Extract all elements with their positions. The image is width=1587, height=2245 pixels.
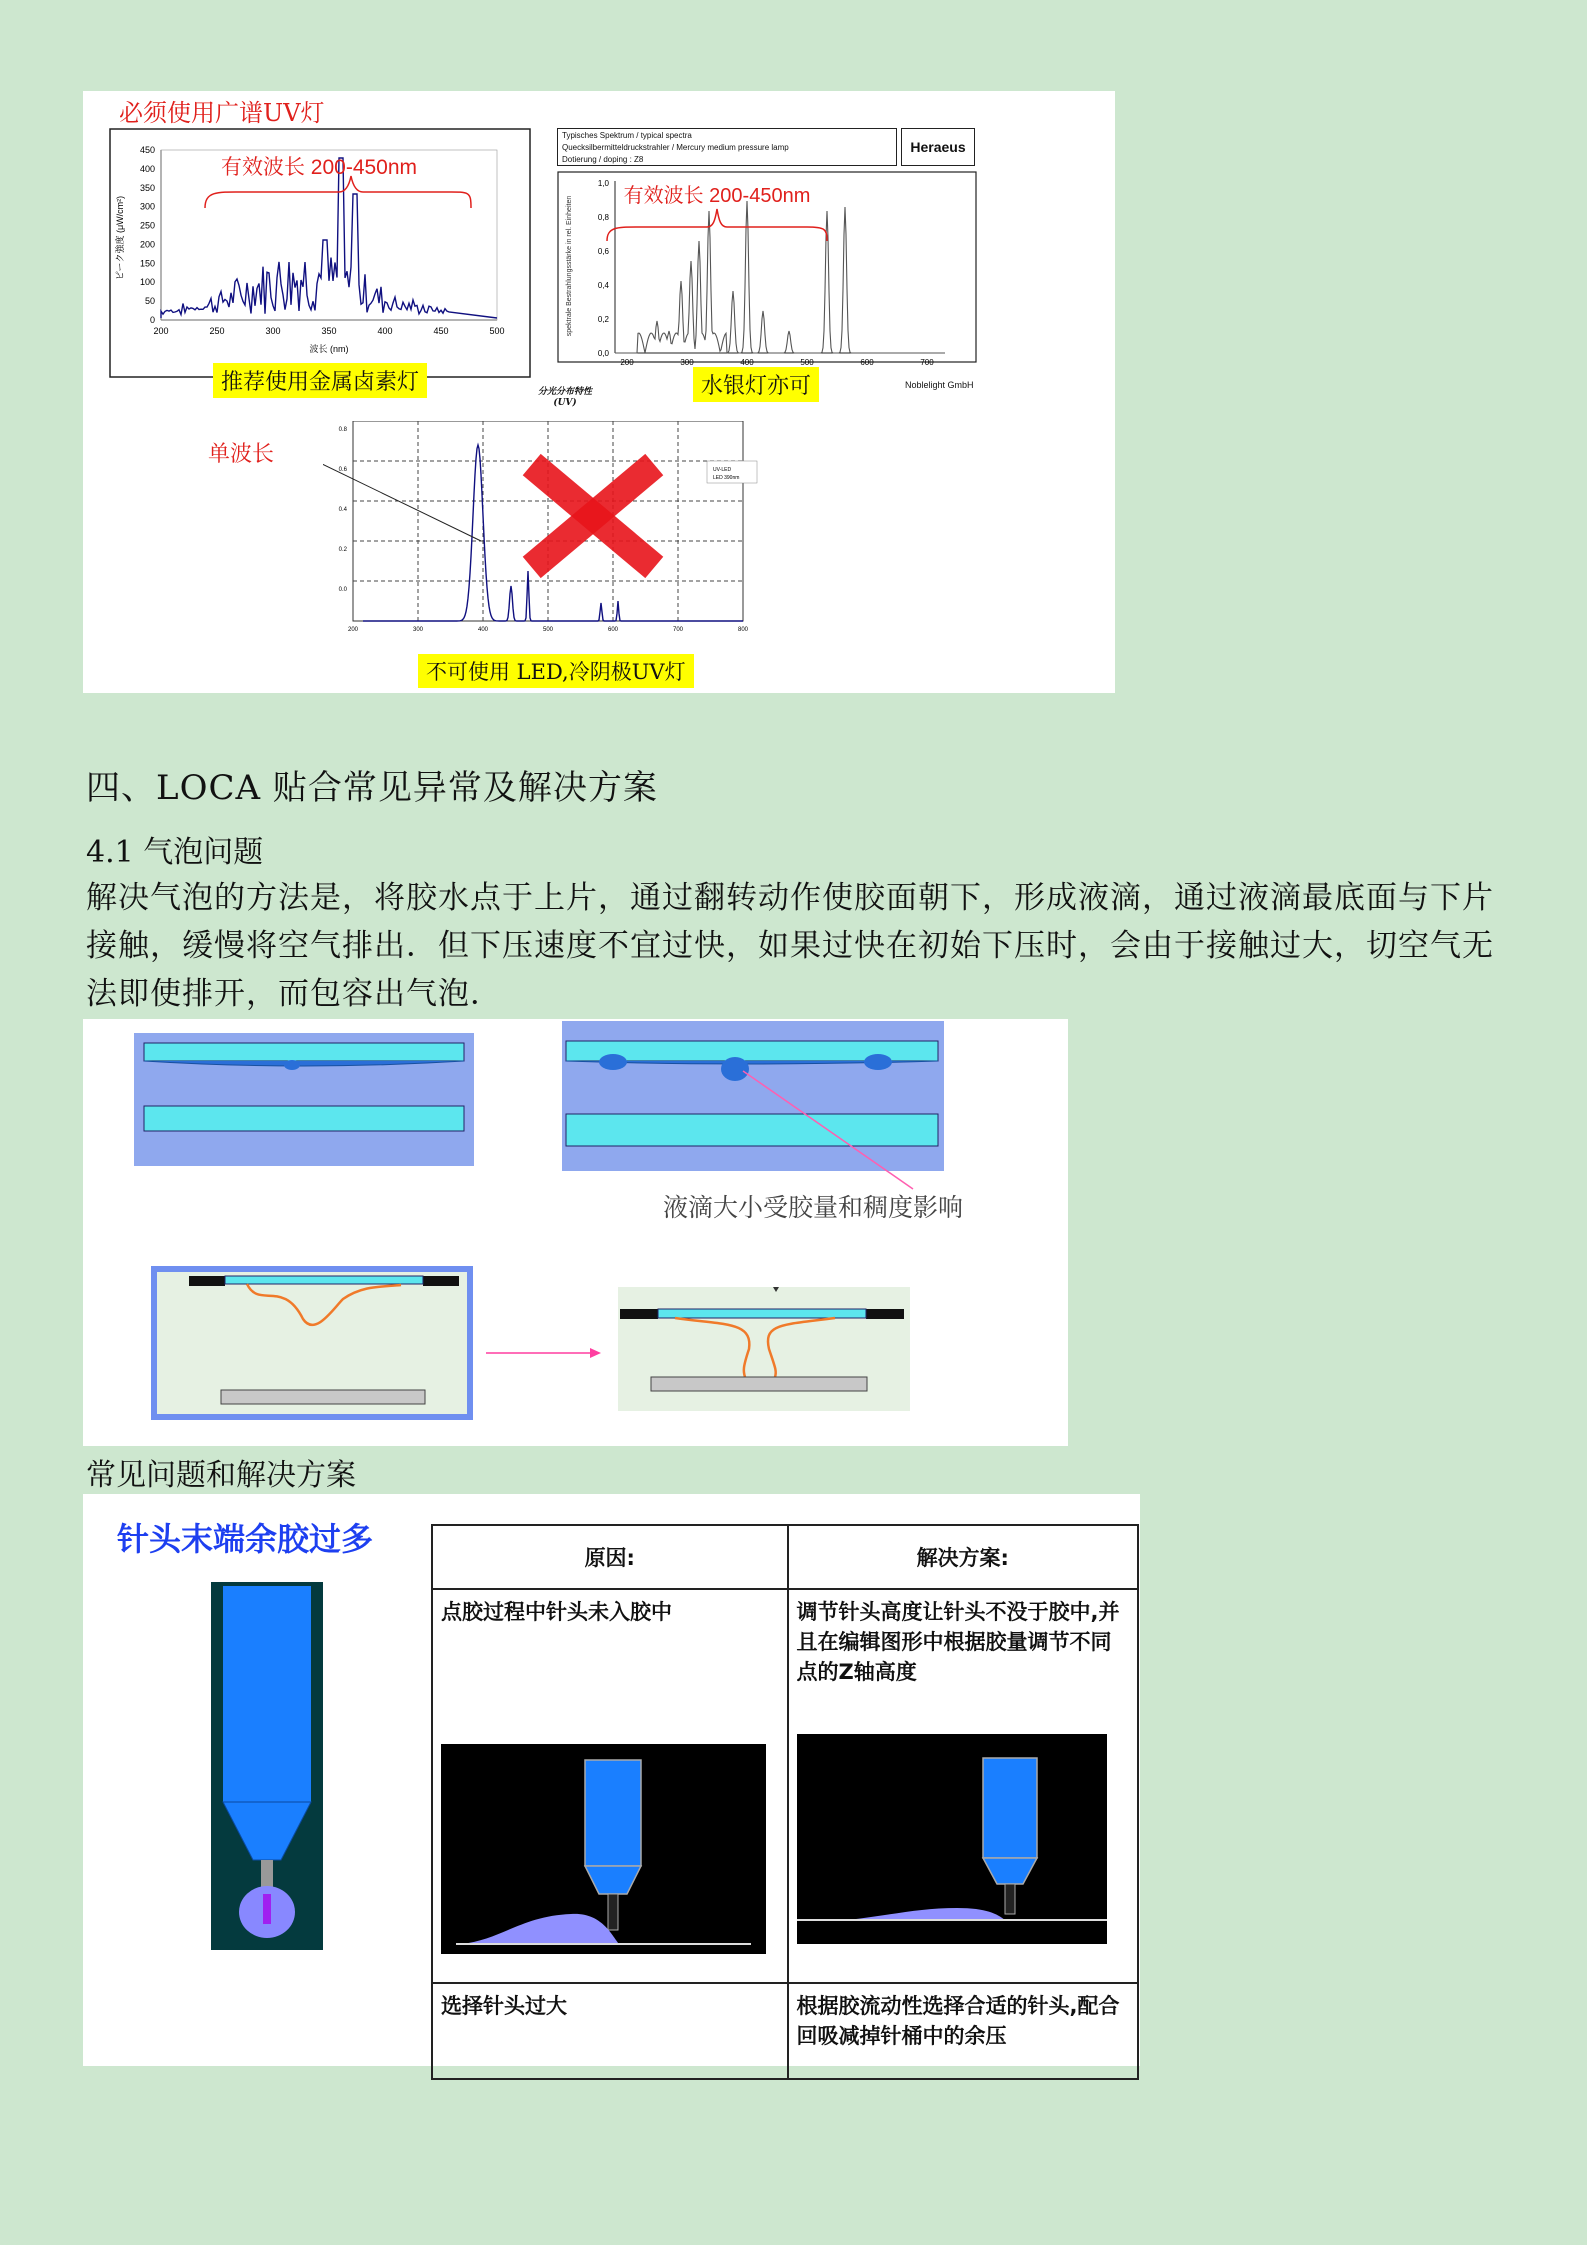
cause-header: 原因:	[432, 1525, 788, 1589]
center-note: 分光分布特性 (UV)	[537, 387, 592, 408]
bubble-paragraph: 解决气泡的方法是，将胶水点于上片，通过翻转动作使胶面朝下，形成液滴，通过液滴最底面与下片接触，缓慢将空气排出．但下压速度不宜过快，如果过快在初始下压时，会由于接触过大，切空气无法即使排开，而包容出气泡．	[86, 880, 1494, 1012]
tick-label: 300	[139, 201, 155, 212]
chart1-caption: 推荐使用金属卤素灯	[213, 363, 427, 398]
tick-label: 500	[800, 358, 814, 367]
tick-label: 0,8	[597, 213, 609, 222]
tick-label: 0	[149, 315, 155, 325]
problem-panel	[83, 1494, 1140, 2066]
chart2-range-label: 有效波长 200-450nm	[623, 185, 811, 207]
solution-header: 解决方案:	[788, 1525, 1138, 1589]
heraeus-brand: Heraeus	[901, 128, 975, 166]
mercury-header	[557, 128, 897, 166]
solution-text: 根据胶流动性选择合适的针头,配合回吸减掉针桶中的余压	[796, 1994, 1120, 2048]
tick-label: 200	[347, 627, 359, 633]
bubble-diagram-art	[83, 1019, 1068, 1446]
tick-label: 300	[265, 326, 281, 336]
tick-label: 400	[139, 163, 155, 174]
section-heading: 四、LOCA 贴合常见异常及解决方案	[86, 768, 658, 808]
tick-label: 350	[139, 182, 155, 193]
tick-label: 0,6	[597, 247, 609, 256]
tick-label: 100	[139, 277, 155, 288]
svg-text:UV-LED: UV-LED	[713, 467, 732, 473]
tick-label: 350	[321, 326, 337, 336]
mercury-spectrum-chart	[557, 171, 977, 371]
tick-label: 500	[542, 627, 554, 633]
tick-label: 250	[209, 326, 225, 336]
chart3-caption: 不可使用 LED,冷阴极UV灯	[418, 654, 694, 688]
tick-label: 0,0	[597, 349, 609, 358]
problem-title: 针头末端余胶过多	[117, 1520, 374, 1558]
tick-label: 0.8	[338, 427, 347, 433]
problem-table	[431, 1524, 1139, 2080]
cause-illustration	[441, 1744, 766, 1954]
tick-label: 700	[672, 627, 684, 633]
tick-label: 150	[139, 258, 155, 269]
chart1-xlabel: 波长 (nm)	[309, 344, 349, 354]
halide-spectrum-chart	[109, 128, 531, 378]
tick-label: 400	[477, 627, 489, 633]
chart1-range-label: 有效波长 200-450nm	[220, 156, 418, 179]
tick-label: 800	[737, 627, 749, 633]
svg-text:spektrale Bestrahlungsstärke i: spektrale Bestrahlungsstärke in rel. Einheiten	[566, 195, 573, 337]
tick-label: 50	[144, 296, 155, 307]
tick-label: 0.2	[338, 547, 347, 553]
chart2-caption: 水银灯亦可	[693, 367, 819, 402]
tick-label: 300	[680, 358, 694, 367]
solution-text: 调节针头高度让针头不没于胶中,并且在编辑图形中根据胶量调节不同点的Z轴高度	[796, 1600, 1120, 1684]
uv-lamp-figure	[83, 91, 1115, 693]
chart1-ylabel: ピーク強度 (μW/cm²)	[115, 195, 125, 281]
tick-label: 500	[489, 326, 505, 336]
cross-mark	[523, 454, 664, 578]
cause-cell	[432, 1589, 788, 1983]
tick-label: 200	[620, 358, 634, 367]
tick-label: 200	[153, 326, 169, 336]
bubble-diagram	[83, 1019, 1068, 1446]
subsection-heading: 4.1 气泡问题	[86, 835, 264, 870]
svg-text:LED 390nm: LED 390nm	[713, 475, 740, 481]
mercury-header-line: Dotierung / doping : Z8	[562, 155, 644, 164]
tick-label: 250	[139, 220, 155, 231]
tick-label: 0.6	[338, 467, 347, 473]
tick-label: 300	[412, 627, 424, 633]
solution-illustration	[797, 1734, 1107, 1944]
mercury-header-line: Quecksilbermitteldruckstrahler / Mercury medium pressure lamp	[562, 143, 789, 152]
solution-cell	[788, 1589, 1138, 1983]
tick-label: 450	[433, 326, 449, 336]
tick-label: 0,4	[597, 281, 609, 290]
tick-label: 400	[740, 358, 754, 367]
led-spectrum-chart	[323, 421, 803, 661]
tick-label: 400	[377, 326, 393, 336]
tick-label: 450	[139, 145, 155, 155]
mercury-header-line: Typisches Spektrum / typical spectra	[562, 131, 692, 140]
tick-label: 0.4	[338, 507, 347, 513]
tick-label: 600	[607, 627, 619, 633]
tick-label: 0,2	[597, 315, 609, 324]
droplet-note: 液滴大小受胶量和稠度影响	[663, 1194, 964, 1222]
tick-label: 0.0	[338, 587, 347, 593]
cause-text: 点胶过程中针头未入胶中	[441, 1600, 672, 1624]
cause-cell	[432, 1983, 788, 2079]
solution-cell	[788, 1983, 1138, 2079]
tick-label: 1,0	[597, 179, 609, 188]
single-wavelength-label: 单波长	[208, 442, 275, 467]
tick-label: 600	[860, 358, 874, 367]
tick-label: 700	[920, 358, 934, 367]
uv-title: 必须使用广谱UV灯	[119, 99, 325, 127]
noblelight-credit: Noblelight GmbH	[905, 380, 974, 390]
needle-illustration	[211, 1582, 323, 1952]
common-issues-title: 常见问题和解决方案	[86, 1458, 356, 1493]
cause-text: 选择针头过大	[441, 1994, 567, 2018]
tick-label: 200	[139, 239, 155, 250]
